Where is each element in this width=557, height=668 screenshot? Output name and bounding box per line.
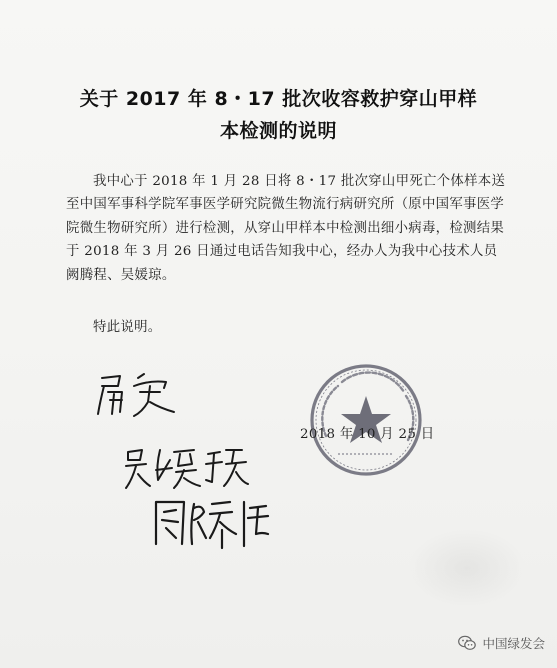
paper-shadow — [407, 528, 527, 608]
wechat-icon — [458, 635, 476, 651]
body-paragraph-2: 特此说明。 — [93, 320, 162, 335]
source-watermark — [458, 634, 545, 652]
document-title-line-1: 关于 2017 年 8・17 批次收容救护穿山甲样 — [79, 88, 478, 110]
watermark-text: 中国绿发会 — [482, 636, 545, 651]
handwritten-signature-que — [150, 494, 272, 554]
handwritten-signature-wu — [122, 440, 252, 496]
document-date: 2018 年 10 月 25 日 — [300, 427, 435, 442]
body-paragraph-1: 我中心于 2018 年 1 月 28 日将 8・17 批次穿山甲死亡个体样本送至中国军事科学院军事医学研究院微生物流行病研究所（原中国军事医学院微生物研究所）进行检测，从穿山甲样本中检测出细小病毒，检测结果于 2018 年 3 月 26 日通过电话告知我中心，经办人为我中心技术人员阙腾程、吴媛琼。 — [66, 174, 506, 283]
handwritten-signature-verified — [94, 368, 184, 422]
official-seal-stamp — [308, 362, 424, 478]
document-title-line-2: 本检测的说明 — [219, 120, 337, 142]
